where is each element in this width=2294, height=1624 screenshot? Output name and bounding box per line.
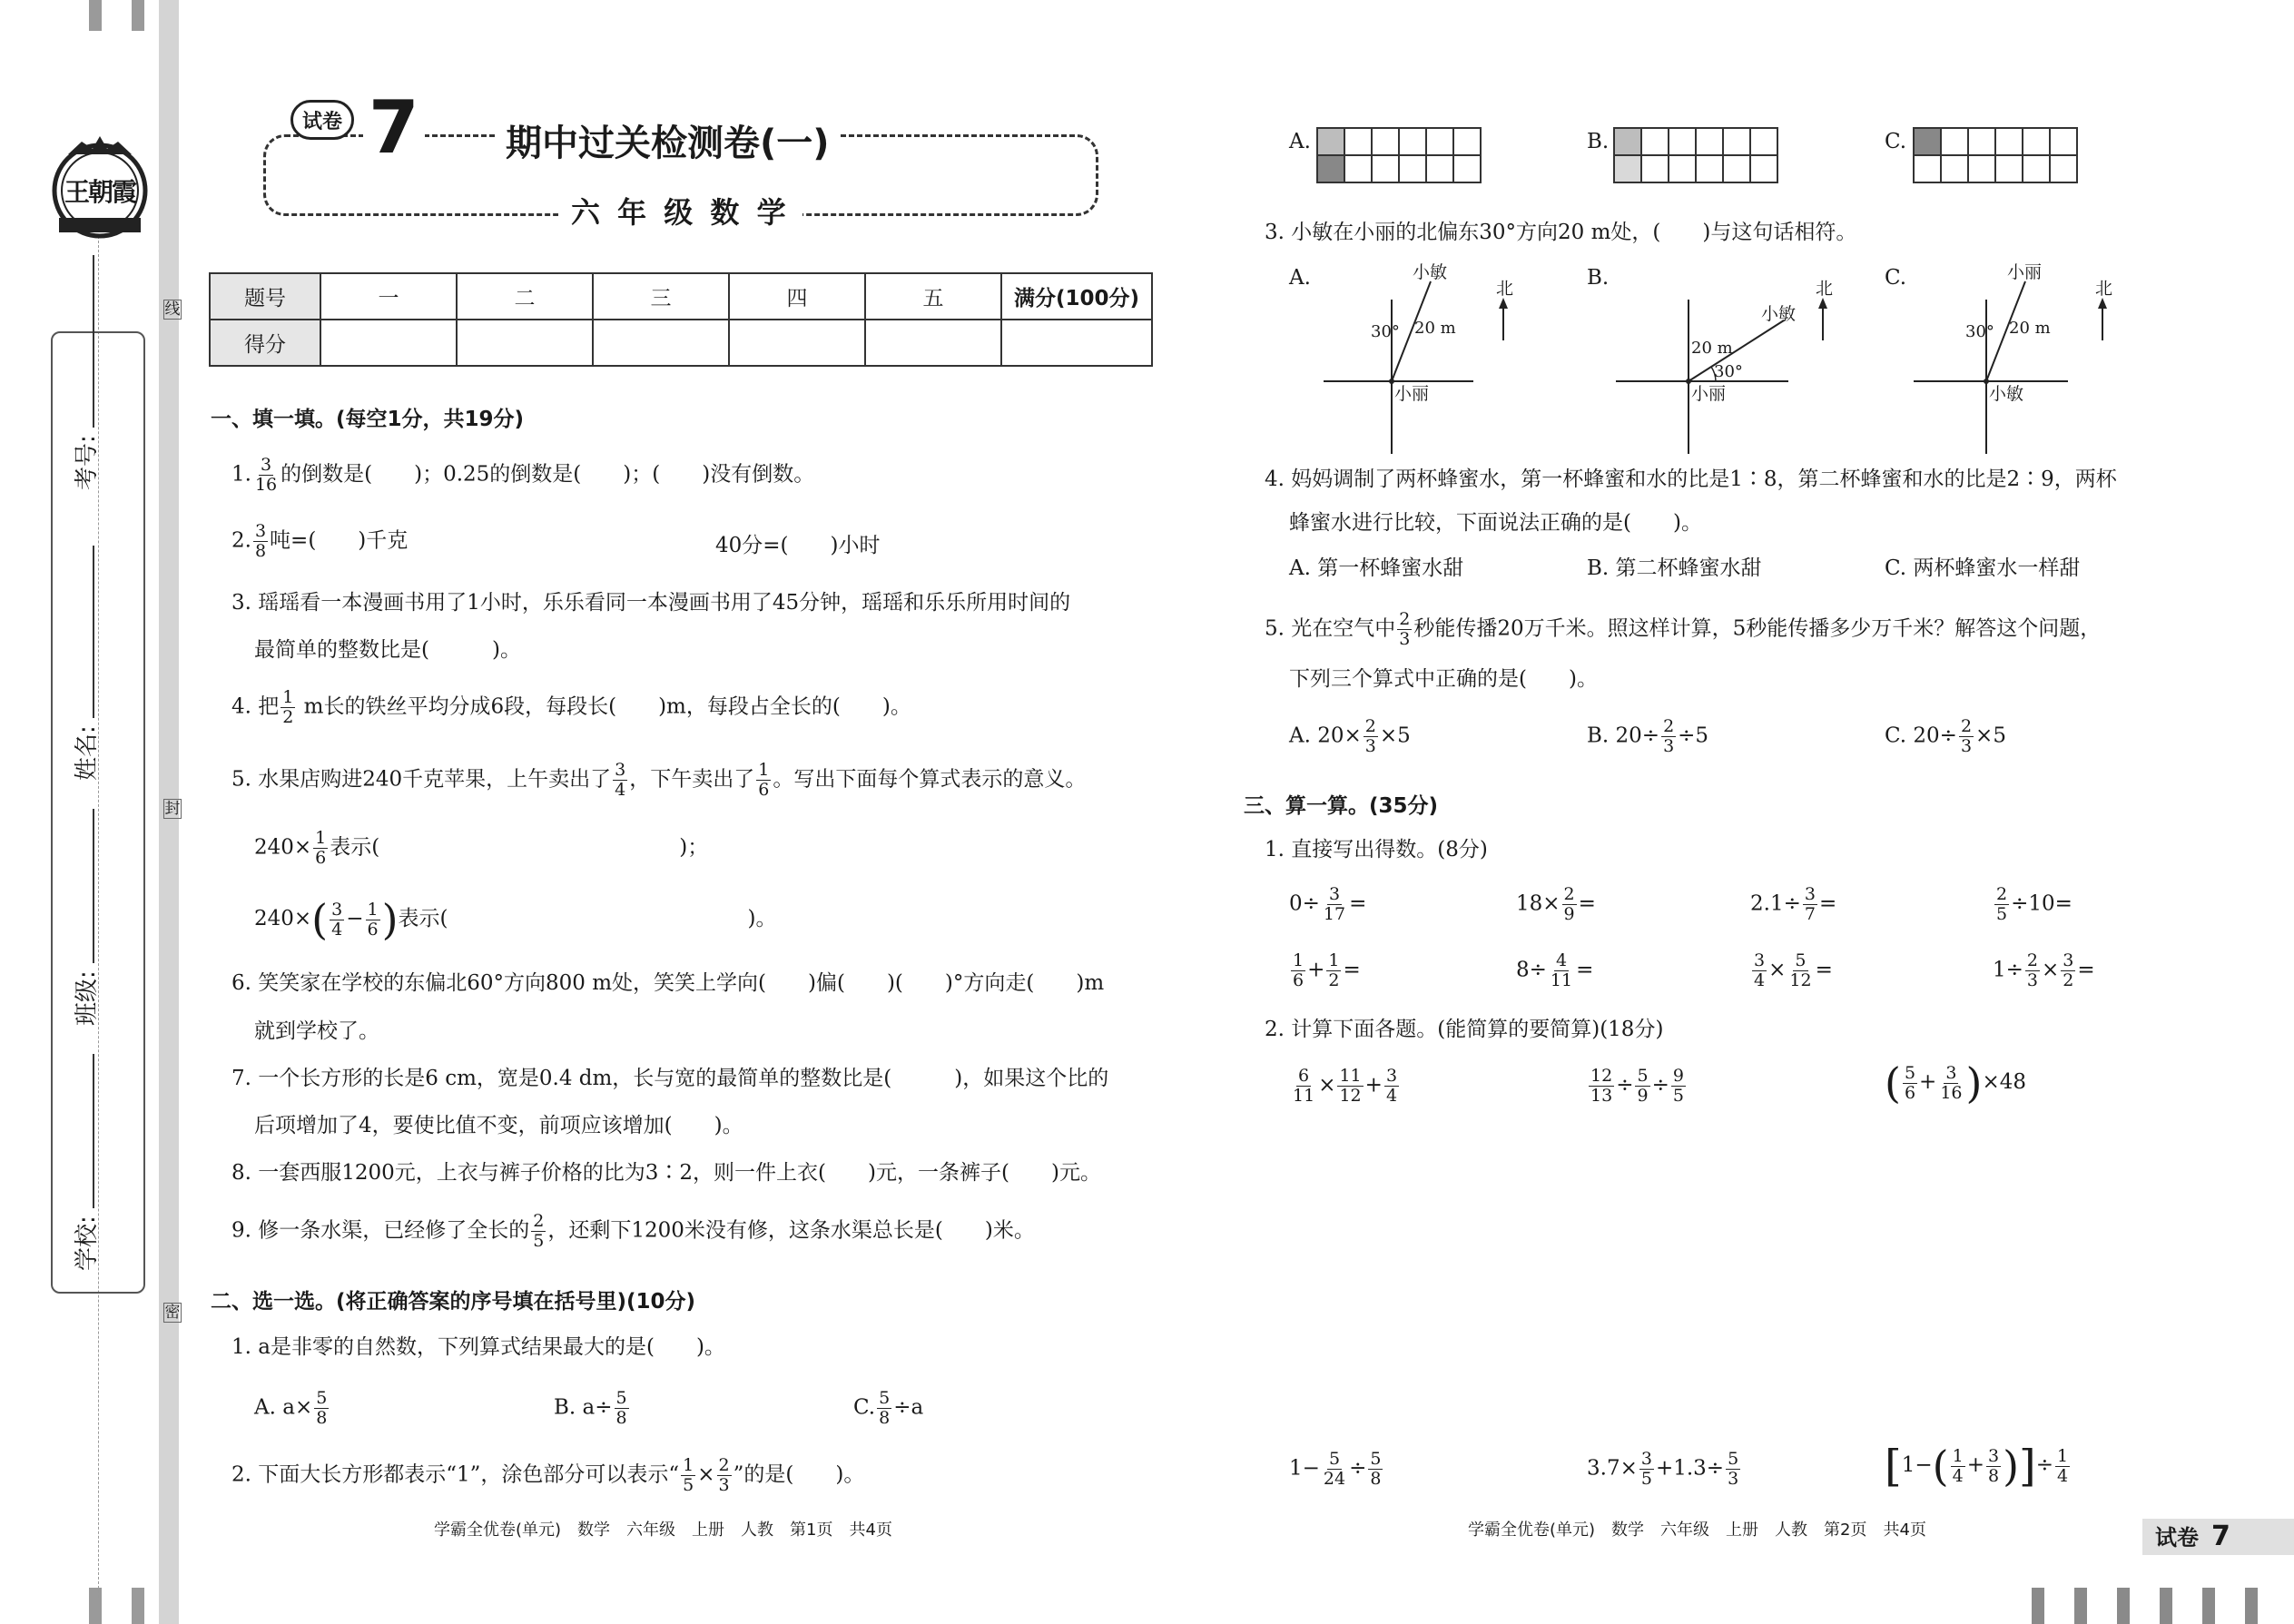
denominator: 4 [615, 780, 626, 800]
fraction [877, 1389, 891, 1428]
fraction [681, 1456, 695, 1495]
calc-7: $\frac{3}{4}$ × $\frac{5}{12}$ = [1754, 950, 1833, 990]
denominator: 8 [879, 1408, 891, 1428]
diagram-center-label: 小丽 [1394, 384, 1430, 404]
score-header: 五 [865, 273, 1001, 320]
fraction [1364, 717, 1378, 756]
diagram-label-c: C. [1885, 266, 1907, 290]
q-text: 秒能传播20万千米。照这样计算，5秒能传播多少万千米？解答这个问题， [1413, 616, 2102, 641]
fraction [531, 1212, 546, 1251]
diagram-point-label: 小敏 [1761, 304, 1797, 324]
option-text: ÷a [893, 1395, 924, 1420]
s2-q1-option-b [554, 1389, 631, 1428]
diagram-angle: 30° [1965, 322, 1994, 341]
diagram-angle: 30° [1714, 362, 1743, 381]
calc-8: 1÷ $\frac{2}{3}$ × $\frac{3}{2}$ = [1993, 950, 2095, 990]
fraction [1959, 717, 1974, 756]
denominator: 3 [1663, 736, 1675, 756]
s1-q1 [231, 456, 814, 495]
q-text: ，下午卖出了 [629, 767, 755, 792]
numerator: 1 [367, 899, 379, 920]
calc-3: 2.1÷ $\frac{3}{7}$ = [1750, 884, 1837, 924]
numerator: 5 [879, 1388, 891, 1408]
section-3-title: 三、算一算。(35分) [1244, 794, 1439, 818]
score-cell[interactable] [457, 320, 593, 366]
q-text: m长的铁丝平均分成6段，每段长( )m，每段占全长的( )。 [297, 694, 911, 719]
fraction [313, 829, 328, 868]
q-text: )； [679, 835, 709, 860]
score-cell[interactable] [729, 320, 865, 366]
s1-q5b: 240×( $\frac{3}{4}$ − $\frac{1}{6}$ )表示( )。 [254, 895, 777, 944]
score-row [210, 320, 1152, 366]
school-label: 学校: [74, 1216, 101, 1271]
page-title: 期中过关检测卷(一) [495, 116, 841, 171]
q-text: 2. 下面大长方形都表示“1”，涂色部分可以表示“ [231, 1462, 680, 1487]
crop-mark [132, 0, 144, 31]
denominator: 8 [254, 541, 267, 561]
r-q4-line1: 4. 妈妈调制了两杯蜂蜜水，第一杯蜂蜜和水的比是1∶8，第二杯蜂蜜和水的比是2∶9，两杯 [1265, 468, 2117, 491]
r-q5-option-c [1885, 717, 2006, 756]
numerator: 3 [331, 899, 343, 920]
compass-diagram-a [1314, 263, 1532, 463]
numerator: 5 [615, 1388, 627, 1408]
s1-q8: 8. 一套西服1200元，上衣与裤子价格的比为3∶2，则一件上衣( )元，一条裤子( )元。 [231, 1161, 1101, 1185]
s1-q7-line2: 后项增加了4，要使比值不变，前项应该增加( )。 [254, 1114, 743, 1137]
diagram-point-label: 小丽 [2007, 262, 2043, 282]
score-cell[interactable] [865, 320, 1001, 366]
r-q5-option-b [1587, 717, 1708, 756]
diagram-label-a: A. [1289, 266, 1311, 290]
paper-badge: 试卷 [290, 100, 354, 140]
fraction [615, 1389, 629, 1428]
fraction [1397, 610, 1412, 649]
fraction [253, 522, 268, 561]
fraction [1661, 717, 1676, 756]
q-text: ”的是( )。 [733, 1462, 865, 1487]
crop-mark [2032, 1588, 2044, 1624]
r-q4-option-a: A. 第一杯蜂蜜水甜 [1289, 556, 1464, 580]
fraction [330, 901, 344, 940]
fraction [366, 901, 380, 940]
numerator: 3 [615, 760, 626, 780]
score-header: 二 [457, 273, 593, 320]
denominator: 4 [331, 919, 343, 940]
s1-q6-line1: 6. 笑笑家在学校的东偏北60°方向800 m处，笑笑上学向( )偏( )( )°方向走( )m [231, 971, 1105, 995]
numerator: 2 [533, 1211, 545, 1231]
score-header: 四 [729, 273, 865, 320]
paper-tag-number: 7 [2211, 1521, 2230, 1552]
compute-6: [1−( $\frac{1}{4}$ + $\frac{3}{8}$ )]÷ $\frac{1}{4}$ [1885, 1441, 2069, 1491]
score-header: 题号 [210, 273, 320, 320]
numerator: 1 [315, 828, 327, 848]
operator: − [346, 907, 364, 930]
crop-mark [2245, 1588, 2258, 1624]
numerator: 1 [758, 760, 770, 780]
fraction [717, 1456, 732, 1495]
crop-mark [2202, 1588, 2215, 1624]
numerator: 2 [1364, 716, 1376, 736]
fraction [314, 1389, 329, 1428]
r-q5 [1265, 610, 2101, 649]
operator: × [697, 1462, 715, 1487]
grid-label-c: C. [1885, 130, 1907, 153]
north-label: 北 [2095, 279, 2113, 299]
school-field[interactable] [73, 908, 102, 1271]
calc-4: $\frac{2}{5}$ ÷10= [1996, 884, 2072, 924]
numerator: 5 [316, 1388, 328, 1408]
denominator: 3 [1960, 736, 1973, 756]
grid-b [1613, 127, 1778, 183]
denominator: 5 [533, 1231, 545, 1251]
paper-tag-label: 试卷 [2155, 1525, 2199, 1550]
score-header: 三 [593, 273, 729, 320]
diagram-point-label: 小敏 [1413, 262, 1448, 282]
grid-a [1316, 127, 1482, 183]
s1-q4 [231, 688, 911, 727]
r-q5-line2: 下列三个算式中正确的是( )。 [1289, 667, 1598, 691]
fraction [253, 456, 279, 495]
section-1-title: 一、填一填。(每空1分，共19分) [211, 408, 525, 431]
option-label: C. [853, 1395, 876, 1420]
crop-mark [89, 0, 102, 31]
exam-no-label: 考号: [74, 435, 101, 490]
denominator: 2 [282, 707, 294, 727]
numerator: 2 [1399, 609, 1411, 629]
q-text: 表示( [398, 907, 448, 930]
denominator: 3 [1399, 629, 1411, 649]
denominator: 8 [615, 1408, 627, 1428]
compass-diagram-b [1611, 263, 1847, 463]
s1-q6-line2: 就到学校了。 [254, 1019, 379, 1043]
compute-1: $\frac{6}{11}$ × $\frac{11}{12}$ + $\frac{3}{4}$ [1293, 1066, 1398, 1106]
r-q5-option-a [1289, 717, 1411, 756]
s2-q1: 1. a是非零的自然数，下列算式结果最大的是( )。 [231, 1335, 725, 1359]
diagram-center-label: 小丽 [1691, 384, 1727, 404]
denominator: 6 [367, 919, 379, 940]
option-text: B. 20÷ [1587, 723, 1660, 748]
diagram-distance: 20 m [1691, 339, 1733, 358]
calc-5: $\frac{1}{6}$ + $\frac{1}{2}$ = [1293, 950, 1361, 990]
q-number: 1. [231, 462, 251, 487]
q-text: ，还剩下1200米没有修，这条水渠总长是( )米。 [547, 1218, 1035, 1243]
north-label: 北 [1496, 279, 1514, 299]
denominator: 3 [718, 1475, 730, 1495]
name-label: 姓名: [74, 725, 101, 781]
fraction [281, 688, 295, 727]
s1-q5a [254, 829, 708, 868]
class-label: 班级: [74, 970, 101, 1026]
footer-left: 学霸全优卷(单元) 数学 六年级 上册 人教 第1页 共4页 [434, 1521, 892, 1540]
calc-2: 18× $\frac{2}{9}$ = [1516, 884, 1596, 924]
fraction [756, 761, 771, 800]
q-text: 240× [254, 835, 312, 860]
compute-3: ( $\frac{5}{6}$ + $\frac{3}{16}$ )×48 [1885, 1058, 2027, 1107]
score-cell[interactable] [320, 320, 457, 366]
score-header-row [210, 273, 1152, 320]
crop-mark [2117, 1588, 2130, 1624]
diagram-center-label: 小敏 [1989, 384, 2024, 404]
numerator: 3 [254, 521, 267, 541]
s3-q2: 2. 计算下面各题。(能简算的要简算)(18分) [1265, 1018, 1664, 1041]
s1-q9 [231, 1212, 1035, 1251]
score-header: 一 [320, 273, 457, 320]
compute-2: $\frac{12}{13}$ ÷ $\frac{5}{9}$ ÷ $\frac{9}{5}$ [1590, 1066, 1684, 1106]
s2-q1-option-a [254, 1389, 330, 1428]
denominator: 5 [683, 1475, 694, 1495]
option-text: ×5 [1379, 723, 1411, 748]
q-text: 5. 水果店购进240千克苹果，上午卖出了 [231, 767, 612, 792]
numerator: 1 [282, 687, 294, 707]
diagram-label-b: B. [1587, 266, 1610, 290]
page-subtitle: 六 年 级 数 学 [558, 191, 802, 234]
s1-q7-line1: 7. 一个长方形的长是6 cm，宽是0.4 dm，长与宽的最简单的整数比是( )，如果这个比的 [231, 1067, 1109, 1090]
crop-mark [2074, 1588, 2087, 1624]
publisher-logo [45, 127, 154, 245]
r-q4-line2: 蜂蜜水进行比较，下面说法正确的是( )。 [1289, 511, 1702, 535]
q-text: 吨=( )千克 [270, 528, 409, 553]
denominator: 16 [254, 475, 278, 495]
numerator: 2 [718, 1455, 730, 1475]
q-text: 4. 把 [231, 694, 280, 719]
binding-mark-3: 密 [164, 1304, 181, 1322]
option-text: C. 20÷ [1885, 723, 1957, 748]
s1-q2b: 40分=( )小时 [715, 534, 881, 557]
q-text: 表示( [330, 835, 380, 860]
q-text: 240× [254, 907, 312, 930]
q-text: 的倒数是( )；0.25的倒数是( )；( )没有倒数。 [281, 462, 815, 487]
north-label: 北 [1816, 279, 1834, 299]
section-2-title: 二、选一选。(将正确答案的序号填在括号里)(10分) [211, 1290, 696, 1314]
compute-4: 1− $\frac{5}{24}$ ÷ $\frac{5}{8}$ [1289, 1449, 1382, 1489]
compass-diagram-c [1909, 263, 2127, 463]
option-label: A. a× [254, 1395, 313, 1420]
diagram-angle: 30° [1371, 322, 1400, 341]
binding-mark-2: 封 [164, 800, 181, 818]
paper-tag [2142, 1519, 2294, 1555]
denominator: 6 [315, 848, 327, 868]
numerator: 3 [261, 455, 272, 475]
diagram-distance: 20 m [1414, 319, 1456, 338]
option-text: A. 20× [1289, 723, 1362, 748]
r-q4-option-b: B. 第二杯蜂蜜水甜 [1587, 556, 1762, 580]
q-text: 9. 修一条水渠，已经修了全长的 [231, 1218, 530, 1243]
compute-5: 3.7× $\frac{3}{5}$ +1.3÷ $\frac{5}{3}$ [1587, 1449, 1739, 1489]
r-q4-option-c: C. 两杯蜂蜜水一样甜 [1885, 556, 2081, 580]
q-text: 5. 光在空气中 [1265, 616, 1396, 641]
grid-label-a: A. [1289, 130, 1311, 153]
q-text: 。写出下面每个算式表示的意义。 [773, 767, 1087, 792]
score-header: 满分(100分) [1001, 273, 1152, 320]
diagram-distance: 20 m [2009, 319, 2051, 338]
grid-c [1913, 127, 2078, 183]
denominator: 8 [316, 1408, 328, 1428]
score-table [209, 272, 1153, 367]
footer-right: 学霸全优卷(单元) 数学 六年级 上册 人教 第2页 共4页 [1468, 1521, 1926, 1540]
score-cell[interactable] [593, 320, 729, 366]
s3-q1: 1. 直接写出得数。(8分) [1265, 838, 1488, 861]
score-row-label: 得分 [210, 320, 320, 366]
s1-q5 [231, 761, 1086, 800]
score-cell[interactable] [1001, 320, 1152, 366]
binding-mark-1: 线 [164, 300, 181, 319]
calc-6: 8÷ $\frac{4}{11}$ = [1516, 950, 1594, 990]
s1-q3-line1: 3. 瑶瑶看一本漫画书用了1小时，乐乐看同一本漫画书用了45分钟，瑶瑶和乐乐所用时间的 [231, 591, 1071, 615]
option-label: B. a÷ [554, 1395, 613, 1420]
calc-1: 0÷ $\frac{3}{17}$ = [1289, 884, 1367, 924]
denominator: 6 [758, 780, 770, 800]
s2-q1-option-c [853, 1389, 923, 1428]
denominator: 3 [1364, 736, 1376, 756]
q-number: 2. [231, 528, 251, 553]
numerator: 2 [1663, 716, 1675, 736]
r-q3: 3. 小敏在小丽的北偏东30°方向20 m处，( )与这句话相符。 [1265, 221, 1857, 244]
q-text: )。 [747, 907, 777, 930]
option-text: ÷5 [1678, 723, 1709, 748]
numerator: 2 [1960, 716, 1973, 736]
fraction [613, 761, 627, 800]
s1-q3-line2: 最简单的整数比是( )。 [254, 638, 521, 662]
s1-q2 [231, 522, 408, 561]
grid-label-b: B. [1587, 130, 1610, 153]
logo-text: 王朝霞 [64, 177, 135, 207]
paper-number: 7 [363, 87, 425, 169]
crop-mark [2160, 1588, 2172, 1624]
option-text: ×5 [1975, 723, 2006, 748]
numerator: 1 [683, 1455, 694, 1475]
s2-q2 [231, 1456, 864, 1495]
